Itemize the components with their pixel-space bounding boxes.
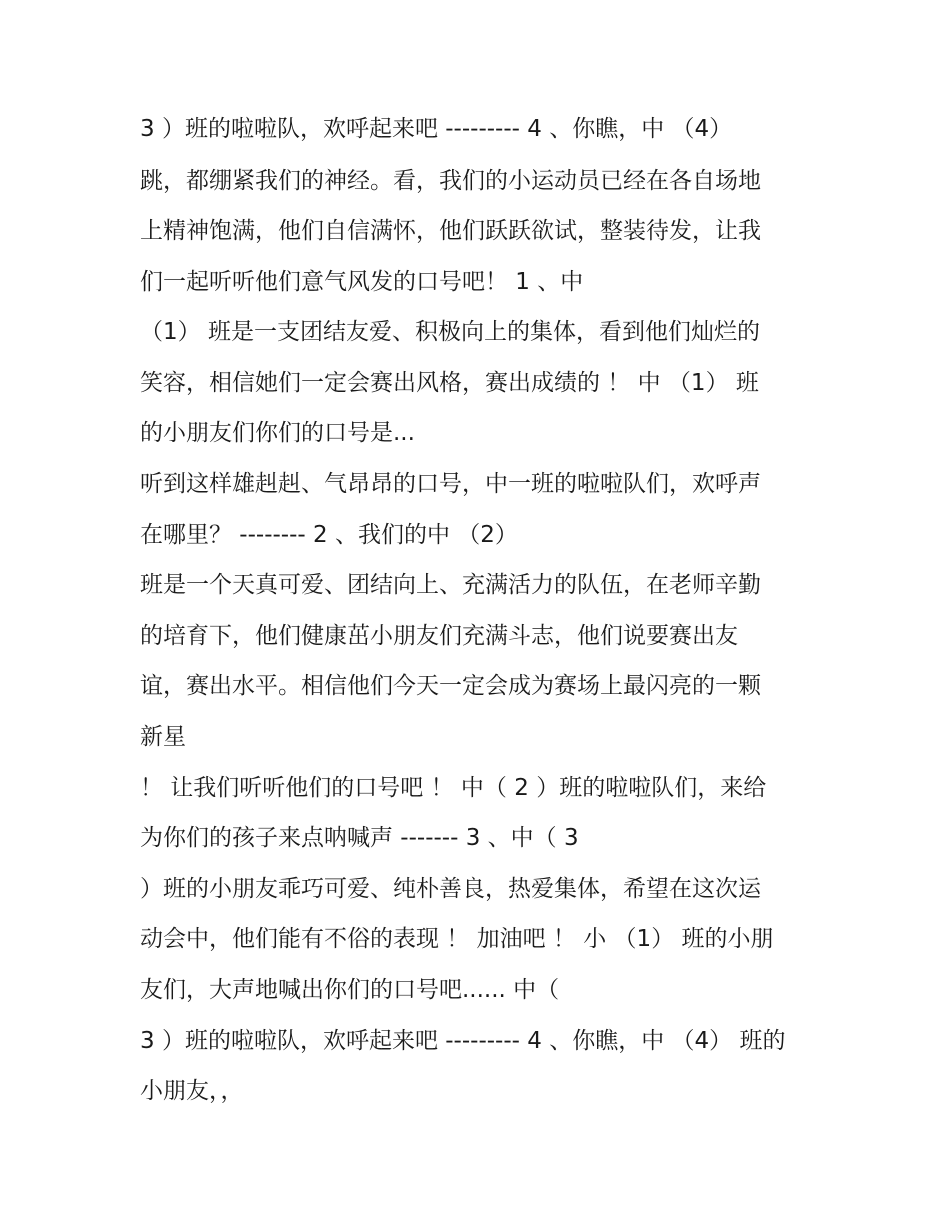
text-line: 听到这样雄赳赳、气昂昂的口号，中一班的啦啦队们，欢呼声 [140,471,761,497]
text-line: 3 ）班的啦啦队，欢呼起来吧 --------- 4 、你瞧，中 （4） [140,116,733,142]
text-line: 们一起听听他们意气风发的口号吧！ 1 、中 [140,269,584,295]
text-line: 上精神饱满，他们自信满怀，他们跃跃欲试，整装待发，让我 [140,218,761,244]
text-line: 跳，都绷紧我们的神经。看，我们的小运动员已经在各自场地 [140,168,761,194]
text-line: 友们，大声地喊出你们的口号吧...... 中（ [140,977,560,1003]
text-line: 谊，赛出水平。相信他们今天一定会成为赛场上最闪亮的一颗 [140,673,761,699]
text-line: ！ 让我们听听他们的口号吧 ！ 中（ 2 ）班的啦啦队们，来给 [140,775,767,801]
text-line: 新星 [140,724,186,750]
text-line: 小朋友，， [140,1078,244,1104]
text-line: 动会中，他们能有不俗的表现 ！ 加油吧 ！ 小 （1） 班的小朋 [140,926,774,952]
text-line: ）班的小朋友乖巧可爱、纯朴善良，热爱集体，希望在这次运 [140,876,761,902]
text-line: 在哪里？ -------- 2 、我们的中 （2） [140,522,518,548]
text-line: 班是一个天真可爱、团结向上、充满活力的队伍，在老师辛勤 [140,572,761,598]
text-line: 的培育下，他们健康茁小朋友们充满斗志，他们说要赛出友 [140,623,738,649]
text-line: 的小朋友们你们的口号是... [140,420,415,446]
text-line: 为你们的孩子来点呐喊声 ------- 3 、中（ 3 [140,825,579,851]
text-line: 笑容，相信她们一定会赛出风格，赛出成绩的 ！ 中 （1） 班 [140,370,759,396]
text-line: 3 ）班的啦啦队，欢呼起来吧 --------- 4 、你瞧，中 （4） 班的 [140,1028,786,1054]
text-line: （1） 班是一支团结友爱、积极向上的集体，看到他们灿烂的 [140,319,760,345]
